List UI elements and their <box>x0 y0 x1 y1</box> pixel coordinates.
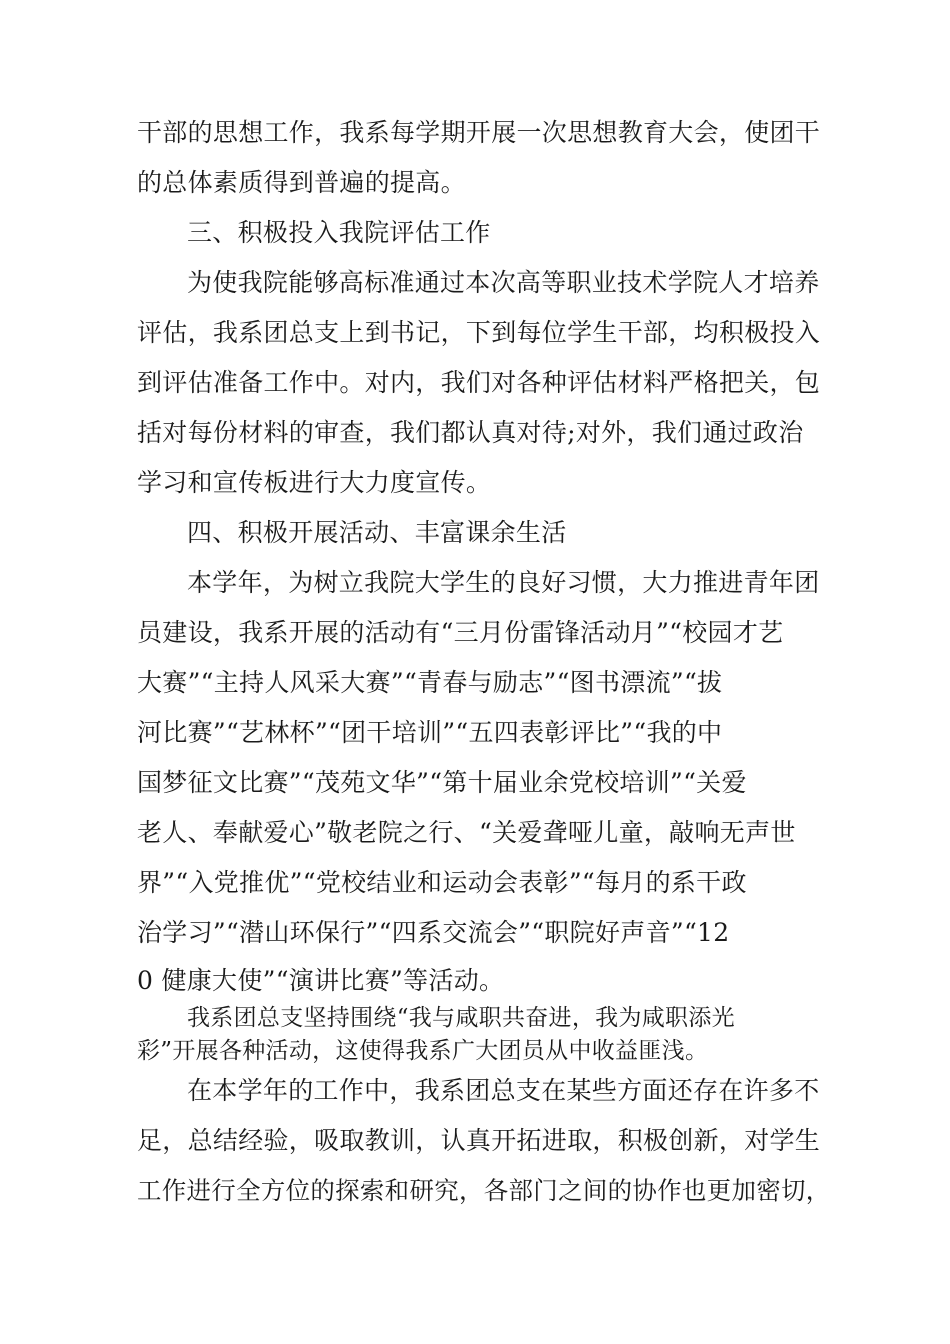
text-line: 为使我院能够高标准通过本次高等职业技术学院人才培养 <box>187 268 820 297</box>
text-line: 我系团总支坚持围绕“我与咸职共奋进，我为咸职添光 <box>187 1005 735 1031</box>
text-line: 界”“入党推优”“党校结业和运动会表彰”“每月的系干政 <box>137 868 747 897</box>
text-line: 在本学年的工作中，我系团总支在某些方面还存在许多不 <box>187 1076 820 1105</box>
text-line: 评估，我系团总支上到书记，下到每位学生干部，均积极投入 <box>137 318 821 347</box>
text-line: 干部的思想工作，我系每学期开展一次思想教育大会，使团干 <box>137 118 821 147</box>
text-line: 河比赛”“艺林杯”“团干培训”“五四表彰评比”“我的中 <box>137 718 723 747</box>
text-line: 治学习”“潜山环保行”“四系交流会”“职院好声音”“12 <box>137 918 730 947</box>
text-line: 0 健康大使”“演讲比赛”等活动。 <box>137 966 505 995</box>
text-line: 到评估准备工作中。对内，我们对各种评估材料严格把关，包 <box>137 368 821 397</box>
text-line: 括对每份材料的审查，我们都认真对待;对外，我们通过政治 <box>137 418 804 447</box>
section-heading: 四、积极开展活动、丰富课余生活 <box>187 518 567 547</box>
text-line: 的总体素质得到普遍的提高。 <box>137 168 466 197</box>
text-line: 学习和宣传板进行大力度宣传。 <box>137 468 492 497</box>
text-line: 工作进行全方位的探索和研究，各部门之间的协作也更加密切， <box>137 1176 831 1205</box>
text-line: 足，总结经验，吸取教训，认真开拓进取，积极创新，对学生 <box>137 1126 821 1155</box>
text-line: 老人、奉献爱心”敬老院之行、“关爱聋哑儿童，敲响无声世 <box>137 818 796 847</box>
text-line: 大赛”“主持人风采大赛”“青春与励志”“图书漂流”“拔 <box>137 668 723 697</box>
text-line: 员建设，我系开展的活动有“三月份雷锋活动月”“校园才艺 <box>137 618 784 647</box>
text-line: 本学年，为树立我院大学生的良好习惯，大力推进青年团 <box>187 568 820 597</box>
text-line: 彩”开展各种活动，这使得我系广大团员从中收益匪浅。 <box>137 1038 709 1064</box>
text-line: 国梦征文比赛”“茂苑文华”“第十届业余党校培训”“关爱 <box>137 768 747 797</box>
section-heading: 三、积极投入我院评估工作 <box>187 218 491 247</box>
